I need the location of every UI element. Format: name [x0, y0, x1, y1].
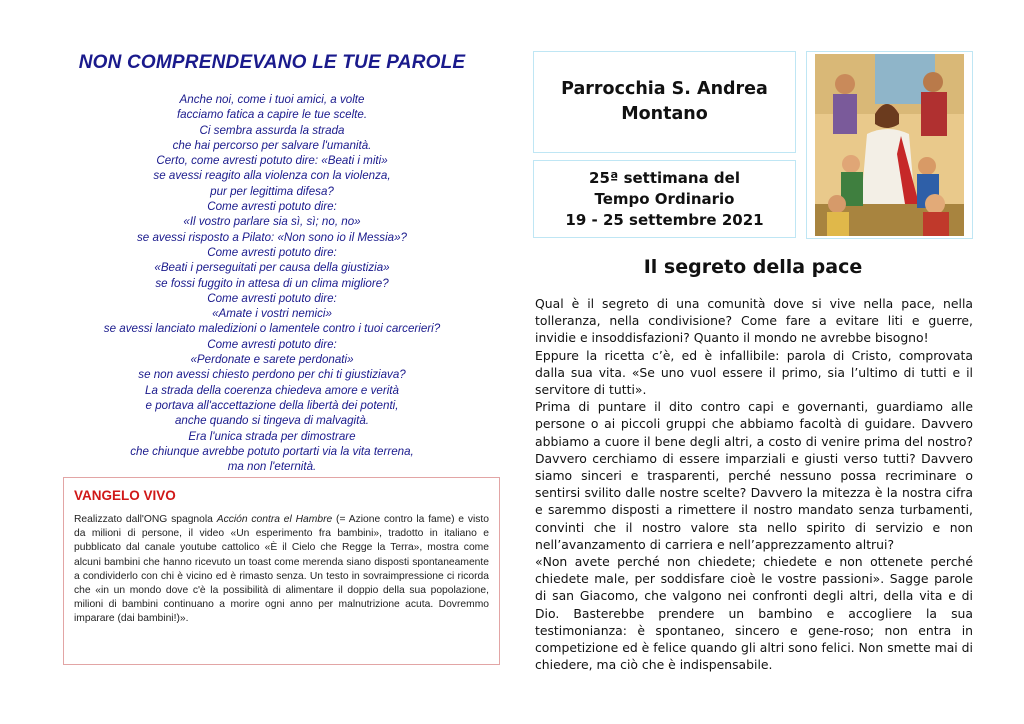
date-range: 19 - 25 settembre 2021 [565, 210, 764, 229]
poem-line: La strada della coerenza chiedeva amore e verità [145, 383, 399, 397]
parish-name: Parrocchia S. Andrea [561, 79, 768, 99]
poem-line: se fossi fuggito in attesa di un clima migliore? [155, 276, 389, 290]
article-body [535, 295, 973, 673]
poem-line: «Amate i vostri nemici» [212, 307, 332, 321]
poem-line: se avessi reagito alla violenza con la violenza, [153, 169, 391, 183]
poem-line: anche quando si tingeva di malvagità. [174, 414, 369, 428]
poem-line: Ci sembra assurda la strada [199, 123, 345, 137]
jesus-with-children-illustration [815, 54, 964, 236]
article-paragraph: Eppure la ricetta c’è, ed è infallibile: parola di Cristo, comprovata dalla sua vita. «Se uno vuol essere il primo, sia l’ultimo di tutti e il servitore di tutti». [535, 347, 973, 398]
season-label: Tempo Ordinario [594, 189, 735, 208]
article-paragraph: «Non avete perché non chiedete; chiedete e non ottenete perché chiedete male, per soddisfare cioè le vostre passioni». Sagge parole di san Giacomo, che valgono nei confronti degli altri, della vita e di Dio. Basterebbe prendere un bambino e accogliere la sua testimonianza: è spontaneo, sincero e gene-roso; non entra in competizione ed è felice quando gli altri sono felici. Non smette mai di chiedere, ma ciò che è indispensabile. [535, 554, 973, 673]
ngo-name: Acción contra el Hambre [216, 514, 333, 525]
vangelo-text-part: Realizzato dall'ONG spagnola [74, 514, 217, 525]
vangelo-vivo-text [74, 513, 489, 627]
poem [52, 92, 492, 474]
poem-line: Certo, come avresti potuto dire: «Beati i miti» [156, 154, 388, 168]
article-paragraph: Qual è il segreto di una comunità dove si vive nella pace, nella tolleranza, nella condivisione? Come fare a evitare liti e guerre, invidie e insoddisfazioni? Quanto il mondo ne avrebbe bisogno! [535, 296, 973, 346]
poem-line: ma non l'eternità. [227, 460, 317, 474]
poem-line: e portava all'accettazione della libertà dei potenti, [145, 398, 399, 412]
article-title: Il segreto della pace [643, 256, 863, 278]
page-title: NON COMPRENDEVANO LE TUE PAROLE [78, 52, 466, 73]
article-paragraph: Prima di puntare il dito contro capi e governanti, guardiamo alle persone o ai piccoli gruppi che abbiamo facoltà di guidare. Davvero abbiamo a cuore il bene degli altri, a costo di venire prima del nostro? Davvero cerchiamo di essere imparziali e giusti verso tutti? Davvero siamo sinceri e trasparenti, perché nessuno possa recriminare o sentirsi svilito dalle nostre scelte? Davvero la mitezza è la nostra cifra e saremmo disposti a rimettere il nostro mandato senza turbamenti, convinti che il nostro valore sta nello spirito di servizio e non nell’avanzamento di carriera e nell’apprezzamento altrui? [535, 399, 973, 552]
poem-line: Anche noi, come i tuoi amici, a volte [179, 93, 365, 106]
vangelo-vivo-title: VANGELO VIVO [74, 488, 176, 503]
poem-line: se non avessi chiesto perdono per chi ti giustiziava? [138, 368, 406, 382]
poem-line: «Il vostro parlare sia sì, sì; no, no» [183, 215, 361, 229]
poem-line: se avessi lanciato maledizioni o lamentele contro i tuoi carcerieri? [103, 322, 441, 336]
week-label: 25ª settimana del [589, 168, 740, 187]
poem-line: pur per legittima difesa? [210, 184, 334, 198]
poem-line: che chiunque avrebbe potuto portarti via la vita terrena, [130, 444, 414, 458]
parish-town: Montano [621, 104, 708, 124]
vangelo-vivo-box [63, 477, 500, 665]
poem-line: Come avresti potuto dire: [207, 337, 337, 351]
poem-line: «Beati i perseguitati per causa della giustizia» [154, 261, 390, 275]
liturgical-week-box [533, 160, 796, 238]
poem-line: facciamo fatica a capire le tue scelte. [176, 108, 368, 122]
poem-line: se avessi risposto a Pilato: «Non sono io il Messia»? [136, 230, 407, 244]
parish-header-box [533, 51, 796, 153]
poem-line: che hai percorso per salvare l'umanità. [172, 138, 372, 152]
poem-line: Come avresti potuto dire: [207, 200, 337, 214]
poem-line: «Perdonate e sarete perdonati» [190, 353, 354, 367]
poem-line: Come avresti potuto dire: [207, 245, 337, 259]
illustration-box [806, 51, 973, 239]
vangelo-text-part: (= Azione contro la fame) e visto da milioni di persone, il video «Un esperimento fra bambini», tradotto in italiano e pubblicato dal canale youtube cattolico «È il Cielo che Regge la Terra», mostra come alcuni bambini che hanno ricevuto un toast come merenda siano disposti spontaneamente a condividerlo con chi è vicino ed è rimasto senza. Un testo in sovraimpressione ci ricorda che «in un mondo dove c'è la possibilità di alimentare il doppio della sua popolazione, milioni di bambini continuano a morire ogni anno per malnutrizione acuta. Dovremmo imparare (dai bambini!)». [74, 514, 489, 625]
poem-line: Era l'unica strada per dimostrare [188, 429, 356, 443]
poem-line: Come avresti potuto dire: [207, 291, 337, 305]
